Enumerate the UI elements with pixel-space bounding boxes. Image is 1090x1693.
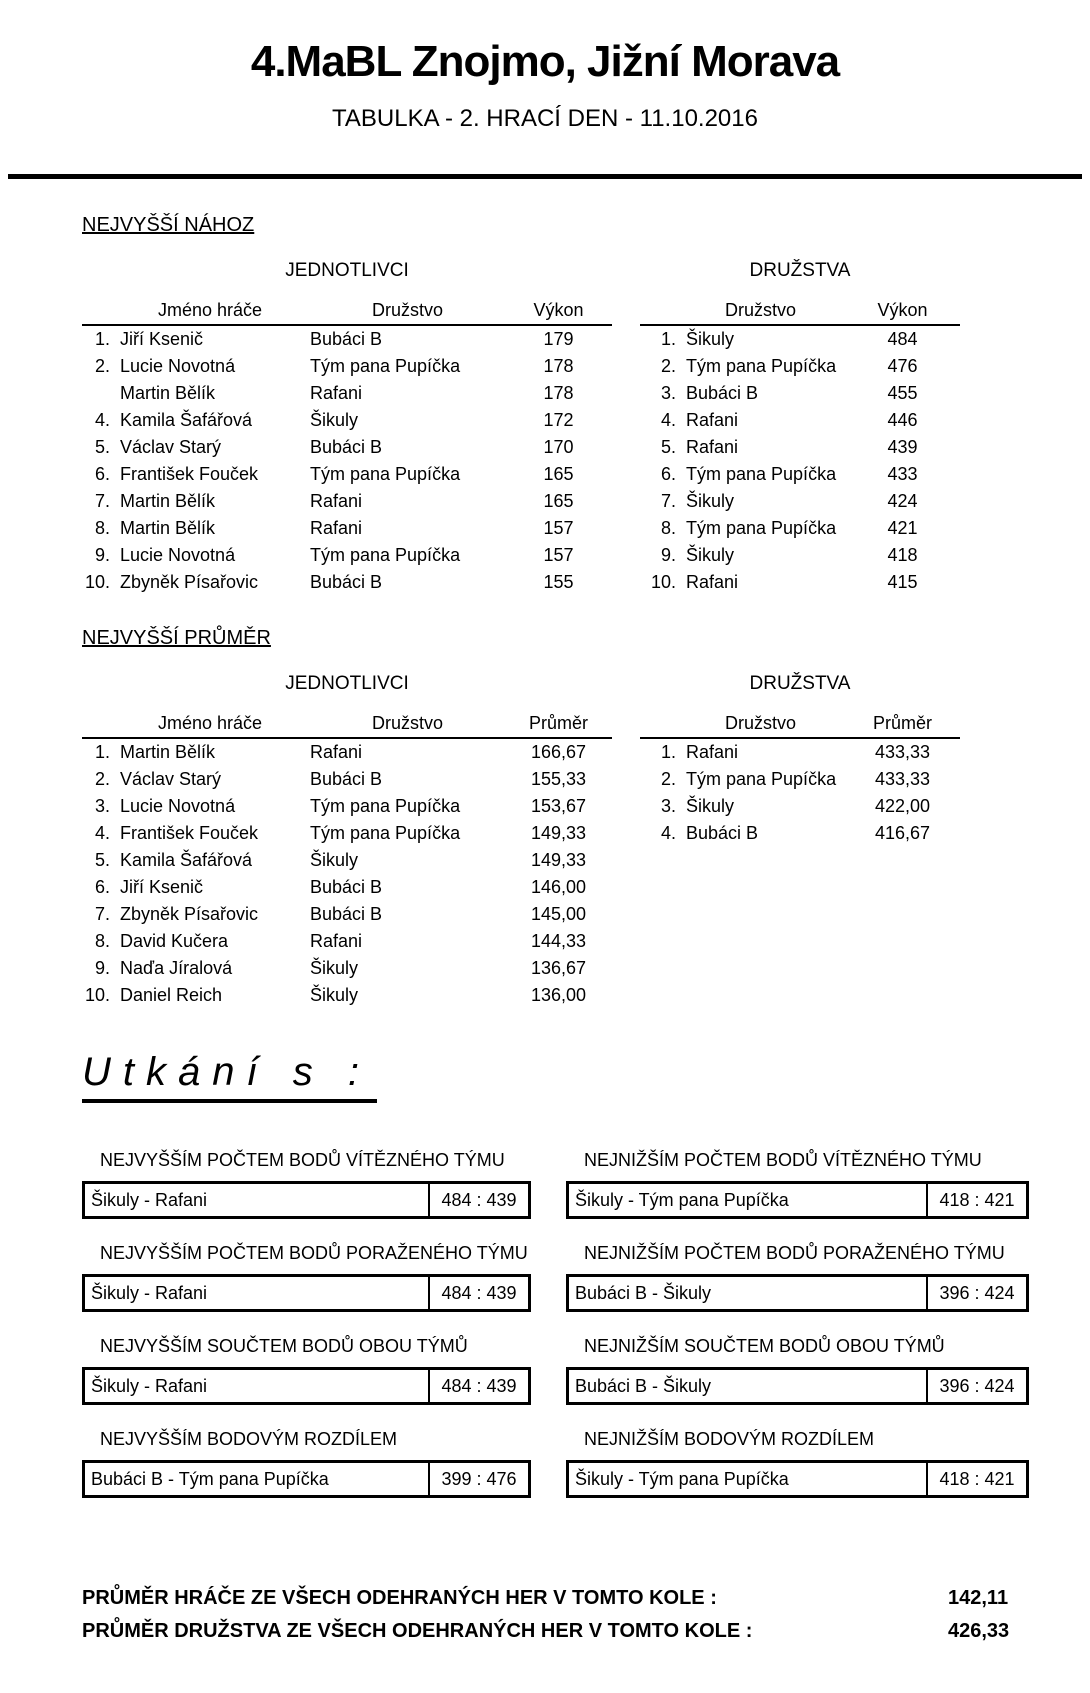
summary-label: PRŮMĚR DRUŽSTVA ZE VŠECH ODEHRANÝCH HER V TOMTO KOLE :: [82, 1620, 753, 1642]
team-name-cell: Rafani: [310, 383, 363, 403]
rank-cell: 1.: [660, 329, 676, 349]
table-row: [640, 569, 960, 596]
team-name-cell: Šikuly: [310, 850, 359, 870]
rank-cell: 4.: [94, 823, 110, 843]
table-row: [640, 515, 960, 542]
match-record: [566, 1335, 1029, 1405]
team-name-cell: Bubáci B: [686, 823, 759, 843]
section-heading: NEJVYŠŠÍ NÁHOZ: [82, 214, 255, 236]
value-cell: 149,33: [530, 850, 587, 870]
value-cell: 170: [543, 437, 574, 457]
rank-cell: 3.: [660, 796, 676, 816]
table-row: [82, 766, 612, 793]
value-cell: 157: [543, 518, 574, 538]
table-row: [640, 326, 960, 353]
value-cell: 178: [543, 356, 574, 376]
player-name-cell: Václav Starý: [120, 769, 222, 789]
team-column-header: Družstvo: [371, 300, 443, 320]
table-header-row: [82, 300, 612, 326]
match-category-label: NEJVYŠŠÍM SOUČTEM BODŮ OBOU TÝMŮ: [100, 1336, 468, 1356]
table-row: [82, 982, 612, 1009]
value-cell: 165: [543, 491, 574, 511]
rank-cell: 3.: [94, 796, 110, 816]
summary-row: [82, 1582, 1090, 1615]
value-cell: 422,00: [874, 796, 931, 816]
table-row: [82, 542, 612, 569]
rank-column-header: [82, 713, 110, 734]
rank-cell: 6.: [660, 464, 676, 484]
match-score: 484 : 439: [428, 1277, 528, 1309]
table-row: [82, 569, 612, 596]
individuals-table: [82, 672, 612, 1009]
value-cell: 157: [543, 545, 574, 565]
rank-cell: 7.: [94, 491, 110, 511]
rank-cell: 6.: [94, 877, 110, 897]
match-record: [566, 1428, 1029, 1498]
page-subtitle: TABULKA - 2. HRACÍ DEN - 11.10.2016: [332, 105, 758, 132]
value-cell: 439: [887, 437, 918, 457]
table-row: [640, 461, 960, 488]
rank-cell: 1.: [660, 742, 676, 762]
table-row: [82, 488, 612, 515]
player-name-cell: Martin Bělík: [120, 518, 216, 538]
rank-cell: 9.: [94, 958, 110, 978]
team-name-cell: Tým pana Pupíčka: [686, 769, 837, 789]
match-box: [82, 1367, 531, 1405]
team-name-cell: Rafani: [686, 742, 739, 762]
value-cell: 415: [887, 572, 918, 592]
match-category-label: NEJVYŠŠÍM POČTEM BODŮ PORAŽENÉHO TÝMU: [100, 1243, 528, 1263]
match-category-label: NEJVYŠŠÍM POČTEM BODŮ VÍTĚZNÉHO TÝMU: [100, 1150, 505, 1170]
match-box: [566, 1460, 1029, 1498]
player-name-cell: Martin Bělík: [120, 383, 216, 403]
team-column-header: Družstvo: [371, 713, 443, 733]
section-highest-game: [0, 179, 1090, 596]
table-title: JEDNOTLIVCI: [285, 260, 409, 281]
table-row: [82, 407, 612, 434]
table-title: DRUŽSTVA: [749, 673, 851, 694]
player-name-cell: Kamila Šafářová: [120, 850, 253, 870]
teams-table: [640, 672, 960, 1009]
match-record: [82, 1149, 531, 1219]
rank-cell: 4.: [660, 410, 676, 430]
table-row: [82, 847, 612, 874]
section-highest-average: [0, 596, 1090, 1009]
summary-block: [0, 1582, 1090, 1648]
rank-cell: 2.: [94, 769, 110, 789]
match-category-label: NEJNIŽŠÍM SOUČTEM BODŮ OBOU TÝMŮ: [584, 1336, 945, 1356]
match-teams: Bubáci B - Šikuly: [575, 1282, 712, 1303]
match-score: 396 : 424: [926, 1370, 1026, 1402]
table-body: [82, 739, 612, 1009]
team-name-cell: Bubáci B: [686, 383, 759, 403]
value-column-header: Průměr: [528, 713, 588, 733]
player-name-cell: Martin Bělík: [120, 742, 216, 762]
team-name-cell: Bubáci B: [310, 329, 383, 349]
team-name-cell: Šikuly: [310, 985, 359, 1005]
match-box: [566, 1274, 1029, 1312]
table-header-row: [640, 300, 960, 326]
value-column-header: Výkon: [877, 300, 928, 320]
match-category-label: NEJNIŽŠÍM POČTEM BODŮ VÍTĚZNÉHO TÝMU: [584, 1150, 982, 1170]
table-row: [82, 515, 612, 542]
value-cell: 145,00: [530, 904, 587, 924]
team-name-cell: Tým pana Pupíčka: [310, 545, 461, 565]
rank-cell: 5.: [660, 437, 676, 457]
table-row: [640, 434, 960, 461]
page-title: 4.MaBL Znojmo, Jižní Morava: [250, 37, 840, 86]
value-cell: 484: [887, 329, 918, 349]
table-body: [82, 326, 612, 596]
rank-cell: 4.: [660, 823, 676, 843]
rank-cell: 5.: [94, 437, 110, 457]
match-record: [566, 1242, 1029, 1312]
table-header-row: [82, 713, 612, 739]
name-column-header: Jméno hráče: [157, 713, 263, 733]
name-column-header: Jméno hráče: [157, 300, 263, 320]
rank-cell: 1.: [94, 329, 110, 349]
rank-cell: 10.: [650, 572, 676, 592]
value-cell: 433,33: [874, 769, 931, 789]
match-score: 484 : 439: [428, 1184, 528, 1216]
value-cell: 149,33: [530, 823, 587, 843]
value-column-header: Výkon: [533, 300, 584, 320]
table-row: [82, 326, 612, 353]
team-name-cell: Šikuly: [686, 545, 735, 565]
team-name-cell: Tým pana Pupíčka: [686, 356, 837, 376]
match-score: 418 : 421: [926, 1184, 1026, 1216]
value-cell: 165: [543, 464, 574, 484]
match-teams: Šikuly - Tým pana Pupíčka: [575, 1189, 789, 1210]
player-name-cell: Lucie Novotná: [120, 356, 236, 376]
table-row: [82, 353, 612, 380]
match-score: 484 : 439: [428, 1370, 528, 1402]
table-row: [82, 955, 612, 982]
rank-cell: 7.: [660, 491, 676, 511]
team-name-cell: Tým pana Pupíčka: [310, 356, 461, 376]
player-name-cell: František Fouček: [120, 464, 259, 484]
match-record: [82, 1335, 531, 1405]
table-row: [82, 739, 612, 766]
rank-cell: 5.: [94, 850, 110, 870]
match-teams: Šikuly - Rafani: [91, 1282, 208, 1303]
value-cell: 179: [543, 329, 574, 349]
table-row: [82, 380, 612, 407]
team-name-cell: Rafani: [310, 518, 363, 538]
value-cell: 421: [887, 518, 918, 538]
rank-cell: 10.: [84, 572, 110, 592]
match-records-grid: [82, 1149, 1090, 1498]
individuals-table: [82, 259, 612, 596]
match-teams: Bubáci B - Tým pana Pupíčka: [91, 1468, 329, 1489]
teams-table: [640, 259, 960, 596]
summary-value: 426,33: [948, 1620, 1010, 1642]
value-cell: 433,33: [874, 742, 931, 762]
team-name-cell: Rafani: [686, 410, 739, 430]
value-cell: 416,67: [874, 823, 931, 843]
team-name-cell: Tým pana Pupíčka: [310, 796, 461, 816]
player-name-cell: Daniel Reich: [120, 985, 223, 1005]
player-name-cell: Kamila Šafářová: [120, 410, 253, 430]
table-row: [640, 766, 960, 793]
table-body: [640, 739, 960, 847]
value-cell: 172: [543, 410, 574, 430]
table-row: [640, 380, 960, 407]
table-row: [82, 434, 612, 461]
rank-cell: 9.: [94, 545, 110, 565]
table-body: [640, 326, 960, 596]
team-name-cell: Rafani: [686, 572, 739, 592]
rank-cell: 10.: [84, 985, 110, 1005]
table-row: [82, 820, 612, 847]
table-header-row: [640, 713, 960, 739]
team-name-cell: Tým pana Pupíčka: [310, 823, 461, 843]
value-cell: 476: [887, 356, 918, 376]
summary-label: PRŮMĚR HRÁČE ZE VŠECH ODEHRANÝCH HER V TOMTO KOLE :: [82, 1587, 717, 1609]
table-row: [82, 901, 612, 928]
match-box: [82, 1460, 531, 1498]
value-cell: 144,33: [530, 931, 587, 951]
team-name-cell: Tým pana Pupíčka: [310, 464, 461, 484]
table-row: [640, 820, 960, 847]
section-tables: [82, 259, 1090, 596]
table-row: [640, 739, 960, 766]
match-category-label: NEJVYŠŠÍM BODOVÝM ROZDÍLEM: [100, 1429, 398, 1449]
table-title: DRUŽSTVA: [749, 260, 851, 281]
rank-column-header: [640, 300, 676, 321]
value-cell: 155: [543, 572, 574, 592]
player-name-cell: Lucie Novotná: [120, 545, 236, 565]
rank-cell: 7.: [94, 904, 110, 924]
table-row: [640, 353, 960, 380]
team-name-cell: Šikuly: [686, 491, 735, 511]
value-cell: 166,67: [530, 742, 587, 762]
rank-column-header: [82, 300, 110, 321]
rank-cell: 2.: [660, 769, 676, 789]
table-row: [82, 874, 612, 901]
match-box: [566, 1367, 1029, 1405]
table-row: [640, 793, 960, 820]
team-column-header: Družstvo: [724, 713, 796, 733]
team-name-cell: Šikuly: [686, 796, 735, 816]
rank-cell: 8.: [94, 518, 110, 538]
match-score: 418 : 421: [926, 1463, 1026, 1495]
summary-value: 142,11: [948, 1587, 1009, 1609]
rank-cell: 3.: [660, 383, 676, 403]
table-row: [82, 793, 612, 820]
match-box: [82, 1181, 531, 1219]
value-cell: 424: [887, 491, 918, 511]
table-row: [82, 461, 612, 488]
rank-cell: 8.: [94, 931, 110, 951]
match-teams: Bubáci B - Šikuly: [575, 1375, 712, 1396]
player-name-cell: Václav Starý: [120, 437, 222, 457]
match-box: [82, 1274, 531, 1312]
rank-cell: 9.: [660, 545, 676, 565]
player-name-cell: František Fouček: [120, 823, 259, 843]
player-name-cell: Naďa Jíralová: [120, 958, 233, 978]
section-tables: [82, 672, 1090, 1009]
player-name-cell: David Kučera: [120, 931, 229, 951]
rank-column-header: [640, 713, 676, 734]
player-name-cell: Lucie Novotná: [120, 796, 236, 816]
match-category-label: NEJNIŽŠÍM BODOVÝM ROZDÍLEM: [584, 1429, 875, 1449]
player-name-cell: Zbyněk Písařovic: [120, 572, 259, 592]
value-cell: 136,67: [530, 958, 587, 978]
value-cell: 136,00: [530, 985, 587, 1005]
match-score: 399 : 476: [428, 1463, 528, 1495]
player-name-cell: Jiří Ksenič: [120, 329, 204, 349]
table-title: JEDNOTLIVCI: [285, 673, 409, 694]
value-cell: 446: [887, 410, 918, 430]
player-name-cell: Jiří Ksenič: [120, 877, 204, 897]
rank-cell: 2.: [94, 356, 110, 376]
match-record: [566, 1149, 1029, 1219]
match-category-label: NEJNIŽŠÍM POČTEM BODŮ PORAŽENÉHO TÝMU: [584, 1243, 1005, 1263]
rank-cell: 1.: [94, 742, 110, 762]
match-teams: Šikuly - Tým pana Pupíčka: [575, 1468, 789, 1489]
rank-cell: 6.: [94, 464, 110, 484]
player-name-cell: Zbyněk Písařovic: [120, 904, 259, 924]
match-record: [82, 1242, 531, 1312]
rank-cell: 8.: [660, 518, 676, 538]
match-box: [566, 1181, 1029, 1219]
value-column-header: Průměr: [872, 713, 932, 733]
table-row: [640, 488, 960, 515]
matches-heading: Utkání s :: [82, 1049, 377, 1103]
value-cell: 153,67: [530, 796, 587, 816]
section-heading: NEJVYŠŠÍ PRŮMĚR: [82, 627, 271, 649]
match-teams: Šikuly - Rafani: [91, 1375, 208, 1396]
table-row: [82, 928, 612, 955]
match-teams: Šikuly - Rafani: [91, 1189, 208, 1210]
value-cell: 178: [543, 383, 574, 403]
value-cell: 155,33: [530, 769, 587, 789]
summary-row: [82, 1615, 1090, 1648]
player-name-cell: Martin Bělík: [120, 491, 216, 511]
team-column-header: Družstvo: [724, 300, 796, 320]
team-name-cell: Tým pana Pupíčka: [686, 518, 837, 538]
team-name-cell: Bubáci B: [310, 437, 383, 457]
team-name-cell: Bubáci B: [310, 769, 383, 789]
team-name-cell: Rafani: [310, 931, 363, 951]
value-cell: 455: [887, 383, 918, 403]
team-name-cell: Bubáci B: [310, 572, 383, 592]
team-name-cell: Bubáci B: [310, 877, 383, 897]
team-name-cell: Šikuly: [310, 410, 359, 430]
team-name-cell: Rafani: [310, 742, 363, 762]
table-row: [640, 407, 960, 434]
team-name-cell: Bubáci B: [310, 904, 383, 924]
value-cell: 146,00: [530, 877, 587, 897]
team-name-cell: Tým pana Pupíčka: [686, 464, 837, 484]
value-cell: 418: [887, 545, 918, 565]
match-record: [82, 1428, 531, 1498]
team-name-cell: Rafani: [686, 437, 739, 457]
team-name-cell: Šikuly: [686, 329, 735, 349]
value-cell: 433: [887, 464, 918, 484]
team-name-cell: Rafani: [310, 491, 363, 511]
rank-cell: 2.: [660, 356, 676, 376]
table-row: [640, 542, 960, 569]
match-score: 396 : 424: [926, 1277, 1026, 1309]
team-name-cell: Šikuly: [310, 958, 359, 978]
rank-cell: 4.: [94, 410, 110, 430]
